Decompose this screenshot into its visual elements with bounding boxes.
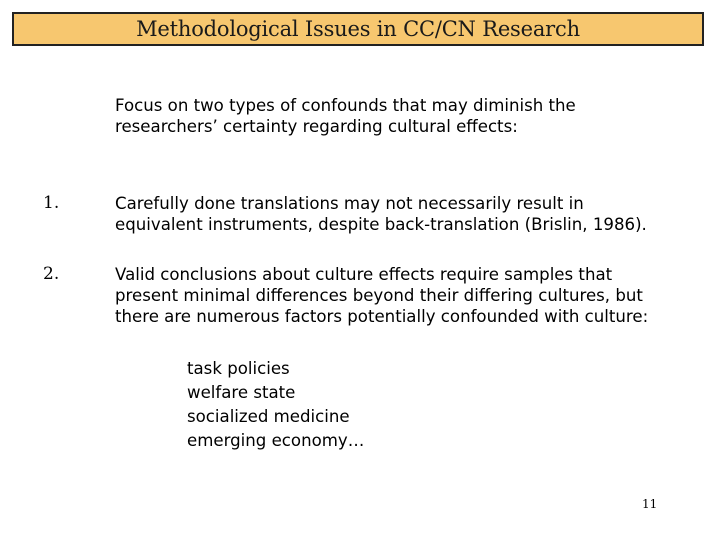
item-line: Carefully done translations may not necessarily result in [115,194,584,213]
factor-list-item: task policies [187,359,290,378]
item-number-2: 2. [43,264,60,284]
item-text-1 [115,193,705,235]
slide-title: Methodological Issues in CC/CN Research [136,16,580,41]
factor-list-item: socialized medicine [187,407,350,426]
item-line: present minimal differences beyond their differing cultures, but [115,286,643,305]
intro-paragraph [115,95,695,137]
factor-list-item: welfare state [187,383,296,402]
slide-title-banner [12,12,704,46]
item-text-2 [115,264,705,327]
item-line: there are numerous factors potentially confounded with culture: [115,307,649,326]
intro-line: Focus on two types of confounds that may diminish the [115,96,576,115]
item-number-1: 1. [43,193,60,213]
page-number: 11 [642,497,658,511]
confound-factor-list [187,357,364,453]
item-line: Valid conclusions about culture effects require samples that [115,265,613,284]
intro-line: researchers’ certainty regarding cultural effects: [115,117,518,136]
factor-list-item: emerging economy… [187,431,365,450]
item-line: equivalent instruments, despite back-translation (Brislin, 1986). [115,215,647,234]
